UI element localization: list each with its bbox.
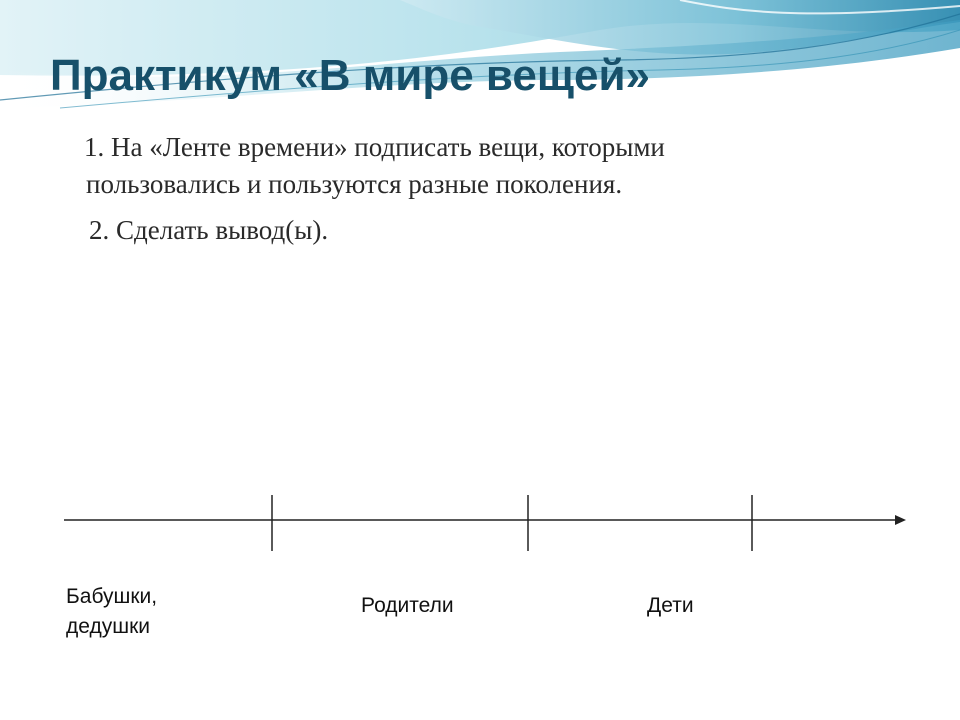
timeline-arrowhead: [895, 515, 906, 525]
timeline-label-parents: Родители: [361, 594, 454, 617]
timeline-label-grandparents: [66, 582, 157, 642]
timeline-label-children: Дети: [647, 594, 694, 617]
instruction-item-1-line-2: пользовались и пользуются разные поколения.: [86, 169, 623, 199]
instruction-item-1-line-1: 1. На «Ленте времени» подписать вещи, которыми: [84, 132, 665, 162]
instruction-item-2: 2. Сделать вывод(ы).: [89, 215, 329, 245]
timeline-label-grandparents-line-2: дедушки: [66, 615, 150, 638]
slide-title: Практикум «В мире вещей»: [50, 51, 650, 100]
timeline-label-grandparents-line-1: Бабушки,: [66, 585, 158, 608]
